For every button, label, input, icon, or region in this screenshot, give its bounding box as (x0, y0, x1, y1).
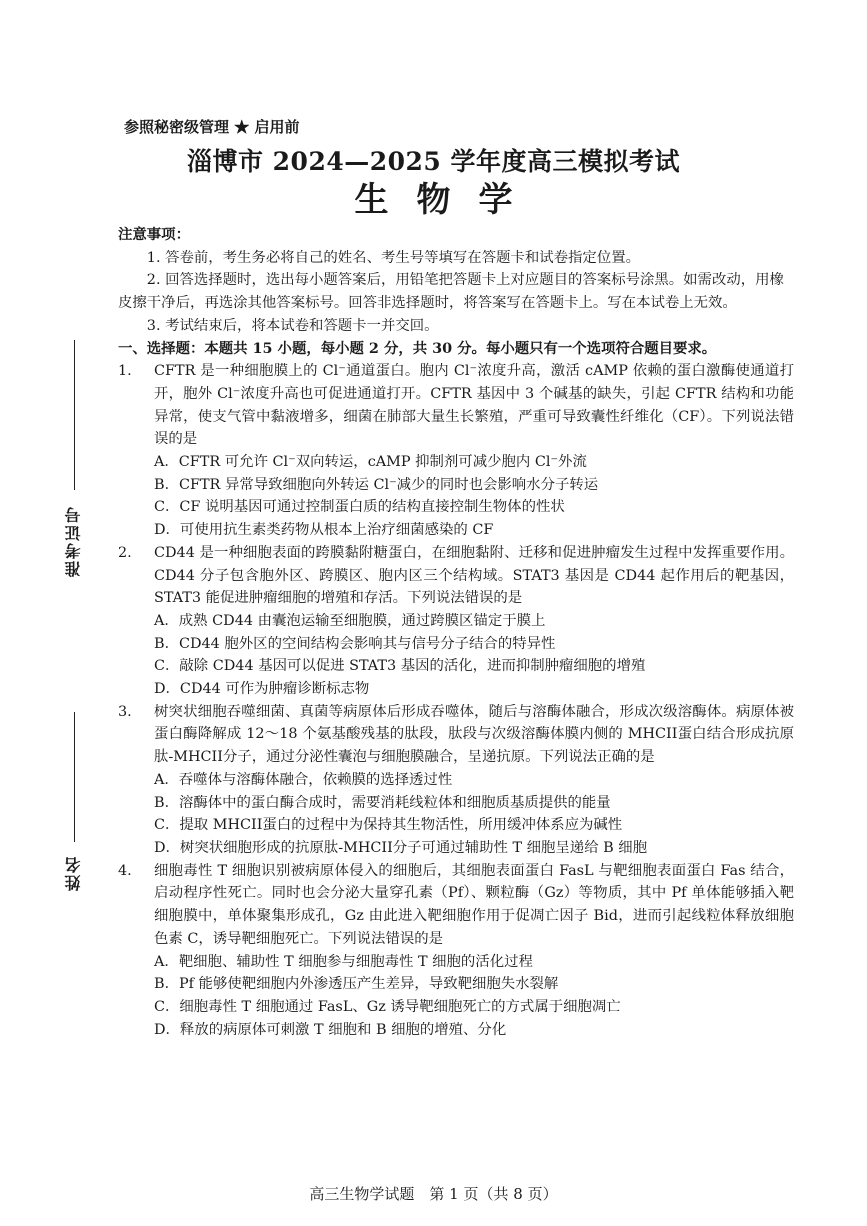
option-b: B．CD44 胞外区的空间结构会影响其与信号分子结合的特异性 (154, 635, 556, 652)
question-1 (118, 360, 794, 542)
name-line (74, 712, 75, 842)
notes-heading: 注意事项： (118, 226, 190, 243)
exam-content (118, 224, 794, 1041)
question-number: 3. (118, 703, 132, 720)
option-c: C．细胞毒性 T 细胞通过 FasL、Gz 诱导靶细胞死亡的方式属于细胞凋亡 (154, 998, 621, 1015)
secret-level: 参照秘密级管理 ★ 启用前 (124, 118, 300, 136)
option-c: C．提取 MHCII蛋白的过程中为保持其生物活性，所用缓冲体系应为碱性 (154, 817, 623, 834)
name-label: 姓名 (64, 855, 83, 891)
question-number: 4. (118, 862, 132, 879)
question-stem: 细胞毒性 T 细胞识别被病原体侵入的细胞后，其细胞表面蛋白 FasL 与靶细胞表面蛋白 Fas 结合，启动程序性死亡。同时也会分泌大量穿孔素（Pf）、颗粒酶（Gz）等物质，其中 Pf 单体能够插入靶细胞膜中，单体聚集形成孔，Gz 由此进入靶细胞作用于促凋亡因子 Bid，进而引起线粒体释放细胞色素 C，诱导靶细胞死亡。下列说法错误的是 (154, 862, 794, 947)
option-b: B．Pf 能够使靶细胞内外渗透压产生差异，导致靶细胞失水裂解 (154, 976, 559, 993)
option-d: D．释放的病原体可刺激 T 细胞和 B 细胞的增殖、分化 (154, 1021, 507, 1038)
option-c: C．敲除 CD44 基因可以促进 STAT3 基因的活化，进而抑制肿瘤细胞的增殖 (154, 658, 646, 675)
question-number: 2. (118, 544, 132, 561)
note-item: 1. 答卷前，考生务必将自己的姓名、考生号等填写在答题卡和试卷指定位置。 (146, 249, 640, 266)
question-2 (118, 542, 794, 701)
question-stem: CFTR 是一种细胞膜上的 Cl⁻通道蛋白。胞内 Cl⁻浓度升高，激活 cAMP 依赖的蛋白激酶使通道打开，胞外 Cl⁻浓度升高也可促进通道打开。CFTR 基因中 3 个碱基的缺失，引起 CFTR 结构和功能异常，使支气管中黏液增多，细菌在肺部大量生长繁殖，严重可导致囊性纤维化（CF）。下列说法错误的是 (154, 363, 794, 448)
question-number: 1. (118, 363, 132, 380)
question-4 (118, 860, 794, 1042)
note-item: 2. 回答选择题时，选出每小题答案后，用铅笔把答题卡上对应题目的答案标号涂黑。如需改动，用橡皮擦干净后，再选涂其他答案标号。回答非选择题时，将答案写在答题卡上。写在本试卷上无效。 (118, 272, 784, 312)
option-a: A．靶细胞、辅助性 T 细胞参与细胞毒性 T 细胞的活化过程 (154, 953, 533, 970)
exam-id-label: 准考证号 (64, 505, 83, 577)
option-a: A．CFTR 可允许 Cl⁻双向转运，cAMP 抑制剂可减少胞内 Cl⁻外流 (154, 454, 587, 471)
question-stem: 树突状细胞吞噬细菌、真菌等病原体后形成吞噬体，随后与溶酶体融合，形成次级溶酶体。病原体被蛋白酶降解成 12～18 个氨基酸残基的肽段，肽段与次级溶酶体膜内侧的 MHCII蛋白结合形成抗原肽-MHCII分子，通过分泌性囊泡与细胞膜融合，呈递抗原。下列说法正确的是 (154, 703, 794, 766)
section-heading: 一、选择题：本题共 15 小题，每小题 2 分，共 30 分。每小题只有一个选项符合题目要求。 (118, 339, 717, 357)
option-a: A．吞噬体与溶酶体融合，依赖膜的选择透过性 (154, 771, 453, 788)
question-3 (118, 701, 794, 860)
note-item: 3. 考试结束后，将本试卷和答题卡一并交回。 (146, 317, 439, 334)
subject-title: 生物学 (354, 180, 541, 220)
option-d: D．可使用抗生素类药物从根本上治疗细菌感染的 CF (154, 522, 494, 539)
page-footer: 高三生物学试题 第 1 页（共 8 页） (309, 1185, 558, 1203)
option-b: B．CFTR 异常导致细胞向外转运 Cl⁻减少的同时也会影响水分子转运 (154, 476, 599, 493)
option-d: D．CD44 可作为肿瘤诊断标志物 (154, 681, 370, 698)
exam-id-line (74, 340, 75, 490)
option-d: D．树突状细胞形成的抗原肽-MHCII分子可通过辅助性 T 细胞呈递给 B 细胞 (154, 839, 648, 856)
question-stem: CD44 是一种细胞表面的跨膜黏附糖蛋白，在细胞黏附、迁移和促进肿瘤发生过程中发挥重要作用。CD44 分子包含胞外区、跨膜区、胞内区三个结构域。STAT3 基因是 CD44 起作用后的靶基因，STAT3 能促进肿瘤细胞的增殖和存活。下列说法错误的是 (154, 544, 794, 607)
exam-title: 淄博市 2024—2025 学年度高三模拟考试 (186, 147, 681, 176)
option-c: C．CF 说明基因可通过控制蛋白质的结构直接控制生物体的性状 (154, 499, 565, 516)
option-a: A．成熟 CD44 由囊泡运输至细胞膜，通过跨膜区锚定于膜上 (154, 612, 546, 629)
option-b: B．溶酶体中的蛋白酶合成时，需要消耗线粒体和细胞质基质提供的能量 (154, 794, 611, 811)
